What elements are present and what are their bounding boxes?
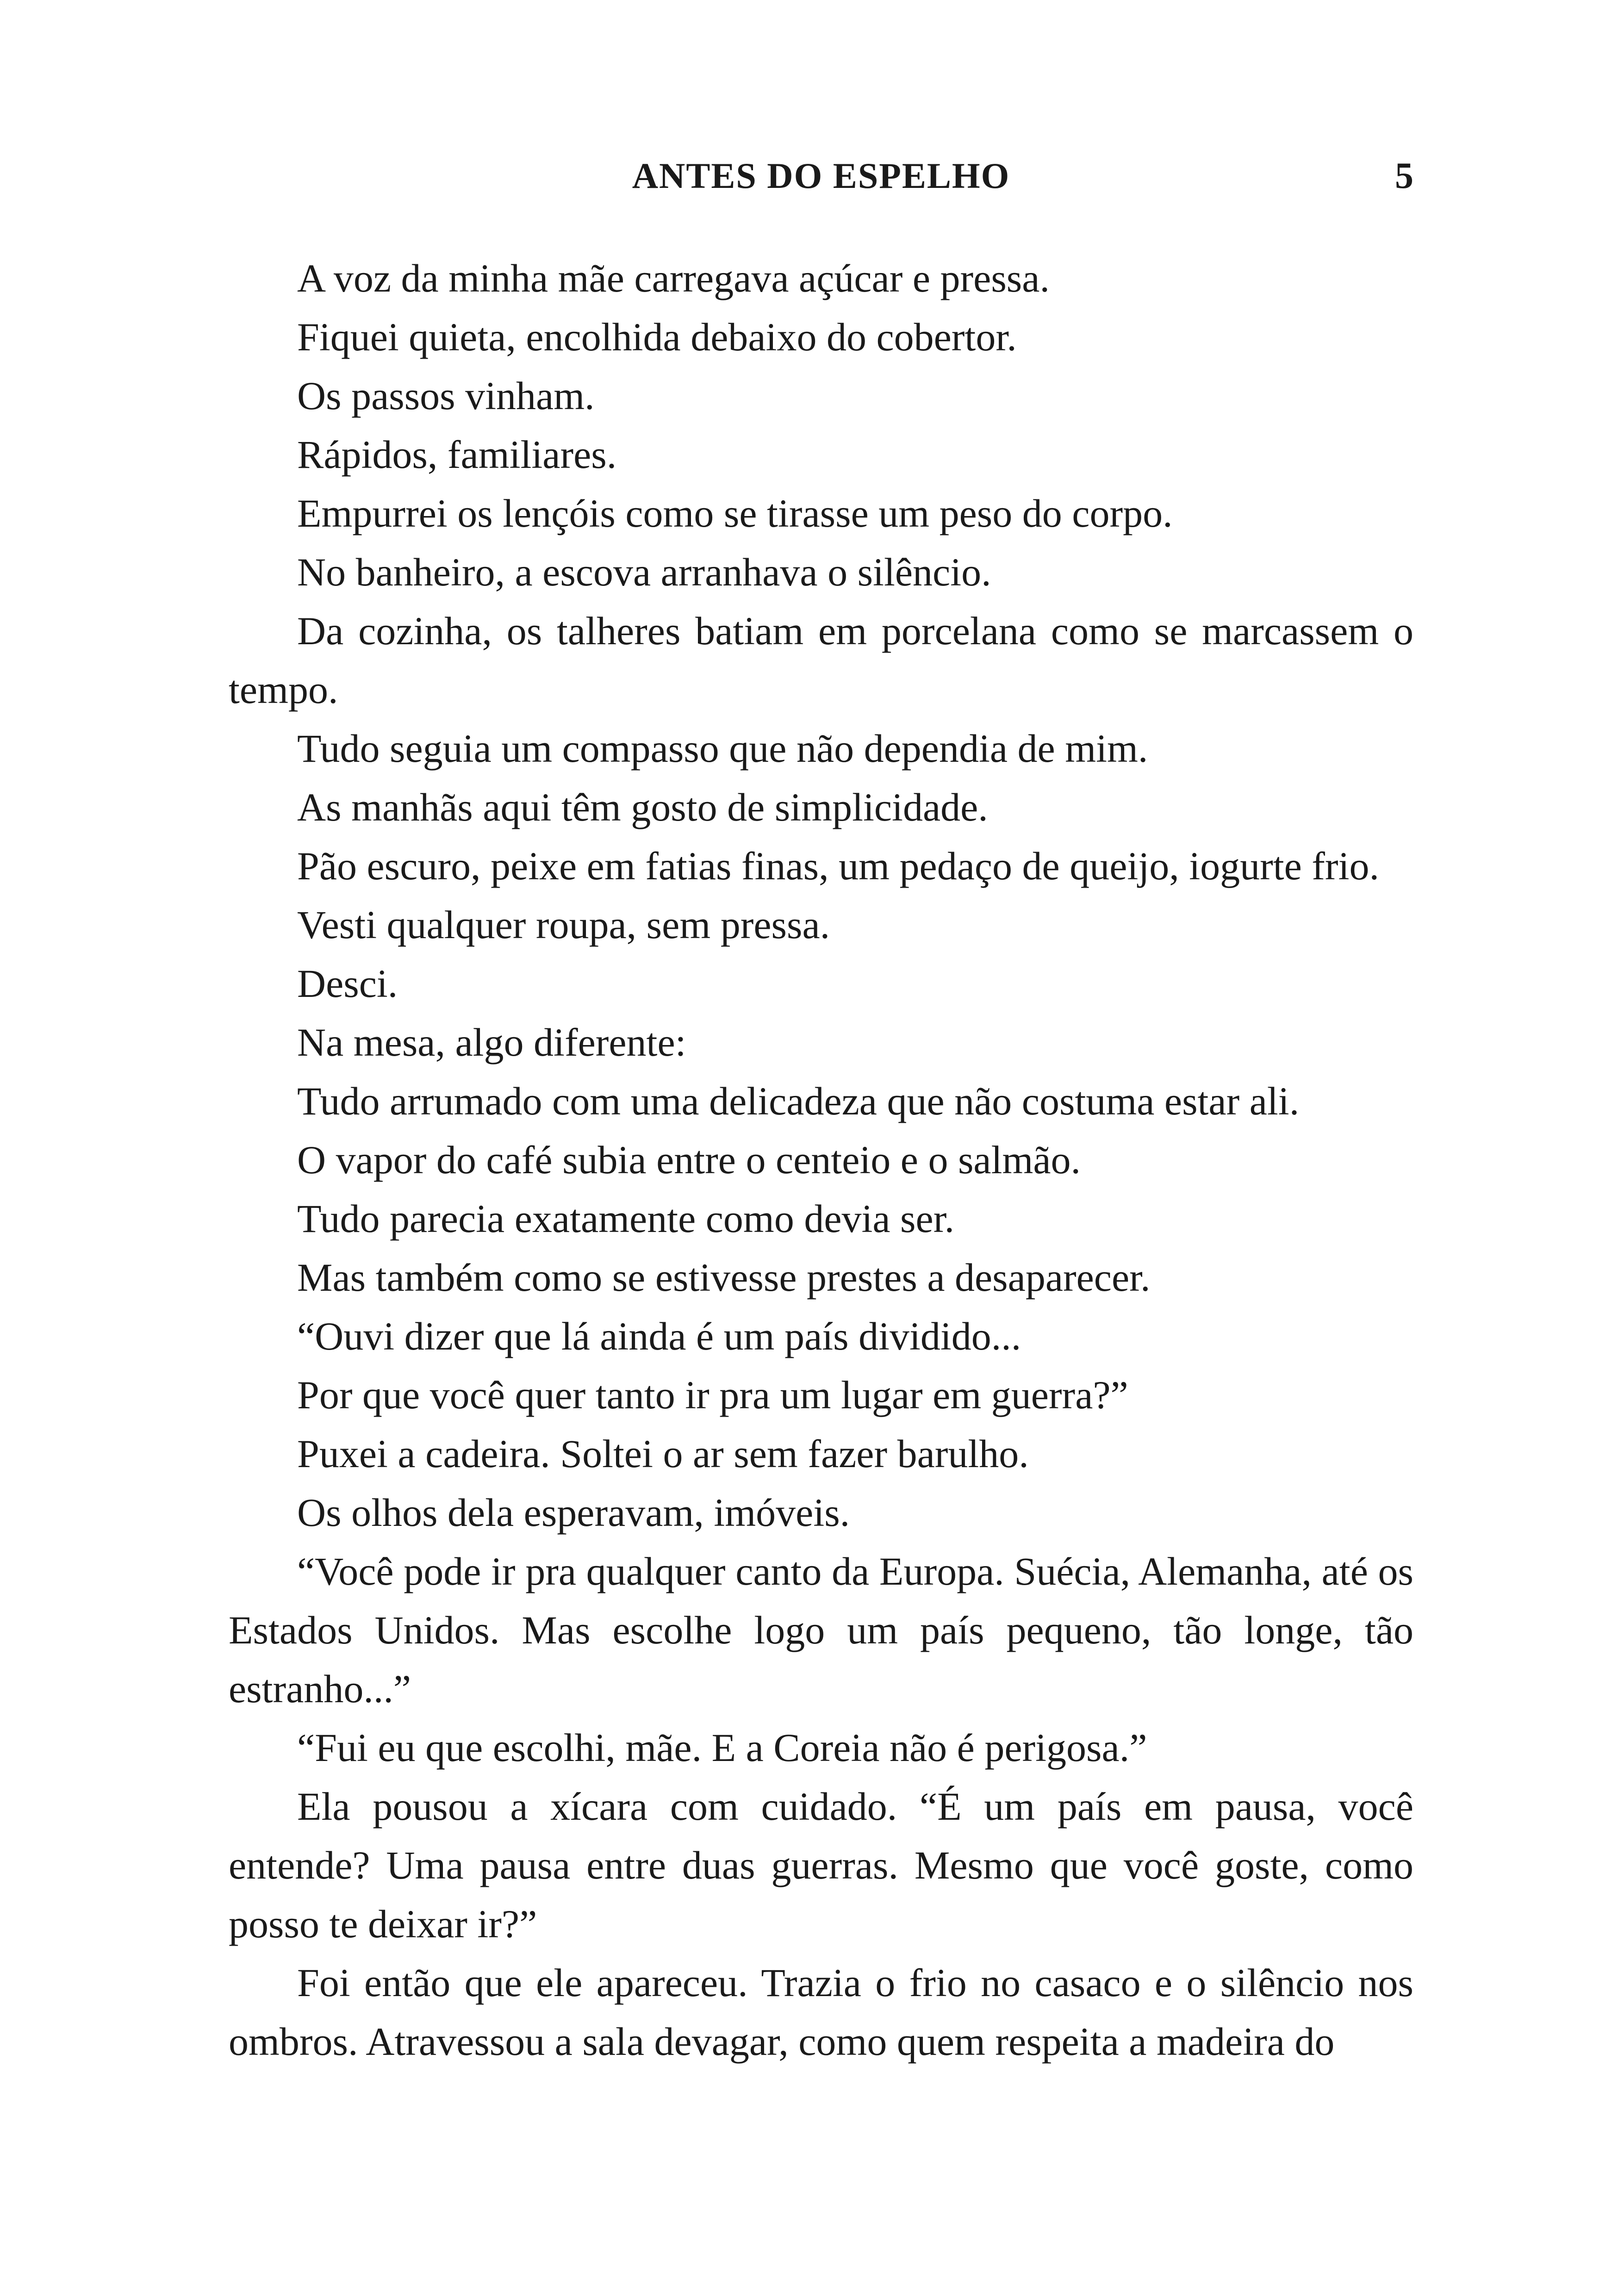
- paragraph: “Ouvi dizer que lá ainda é um país dividido...: [297, 1314, 1021, 1358]
- paragraph: Puxei a cadeira. Soltei o ar sem fazer barulho.: [297, 1431, 1029, 1476]
- paragraph: Ela pousou a xícara com cuidado. “É um país em pausa, você entende? Uma pausa entre duas guerras. Mesmo que você goste, como posso te deixar ir?”: [229, 1784, 1413, 1946]
- running-header: [229, 148, 1413, 204]
- paragraph: As manhãs aqui têm gosto de simplicidade.: [297, 785, 988, 829]
- paragraph: Na mesa, algo diferente:: [297, 1020, 686, 1064]
- paragraph: “Fui eu que escolhi, mãe. E a Coreia não é perigosa.”: [297, 1725, 1147, 1770]
- paragraph: Foi então que ele apareceu. Trazia o frio no casaco e o silêncio nos ombros. Atravessou a sala devagar, como quem respeita a madeira do: [229, 1960, 1413, 2064]
- paragraph: Vesti qualquer roupa, sem pressa.: [297, 902, 830, 947]
- paragraph: Fiquei quieta, encolhida debaixo do cobertor.: [297, 315, 1017, 359]
- paragraph: Mas também como se estivesse prestes a desaparecer.: [297, 1255, 1151, 1300]
- running-title: ANTES DO ESPELHO: [632, 156, 1010, 196]
- paragraph: No banheiro, a escova arranhava o silêncio.: [297, 550, 991, 594]
- paragraph: Os olhos dela esperavam, imóveis.: [297, 1490, 850, 1535]
- paragraph: Pão escuro, peixe em fatias finas, um pedaço de queijo, iogurte frio.: [297, 844, 1379, 888]
- page-number: 5: [1395, 156, 1413, 196]
- paragraph: Empurrei os lençóis como se tirasse um peso do corpo.: [297, 491, 1173, 535]
- paragraph: Rápidos, familiares.: [297, 432, 617, 477]
- paragraph: Os passos vinham.: [297, 373, 595, 418]
- paragraph: A voz da minha mãe carregava açúcar e pressa.: [297, 256, 1050, 300]
- paragraph: Tudo parecia exatamente como devia ser.: [297, 1196, 955, 1241]
- paragraph: Por que você quer tanto ir pra um lugar em guerra?”: [297, 1373, 1128, 1417]
- body-text: [229, 249, 1413, 2071]
- paragraph: “Você pode ir pra qualquer canto da Europa. Suécia, Alemanha, até os Estados Unidos. Mas escolhe logo um país pequeno, tão longe, tão estranho...”: [229, 1549, 1413, 1711]
- paragraph: Da cozinha, os talheres batiam em porcelana como se marcassem o tempo.: [229, 609, 1413, 712]
- paragraph: O vapor do café subia entre o centeio e o salmão.: [297, 1138, 1081, 1182]
- paragraph: Desci.: [297, 961, 398, 1006]
- paragraph: Tudo seguia um compasso que não dependia de mim.: [297, 726, 1148, 771]
- paragraph: Tudo arrumado com uma delicadeza que não costuma estar ali.: [297, 1079, 1300, 1123]
